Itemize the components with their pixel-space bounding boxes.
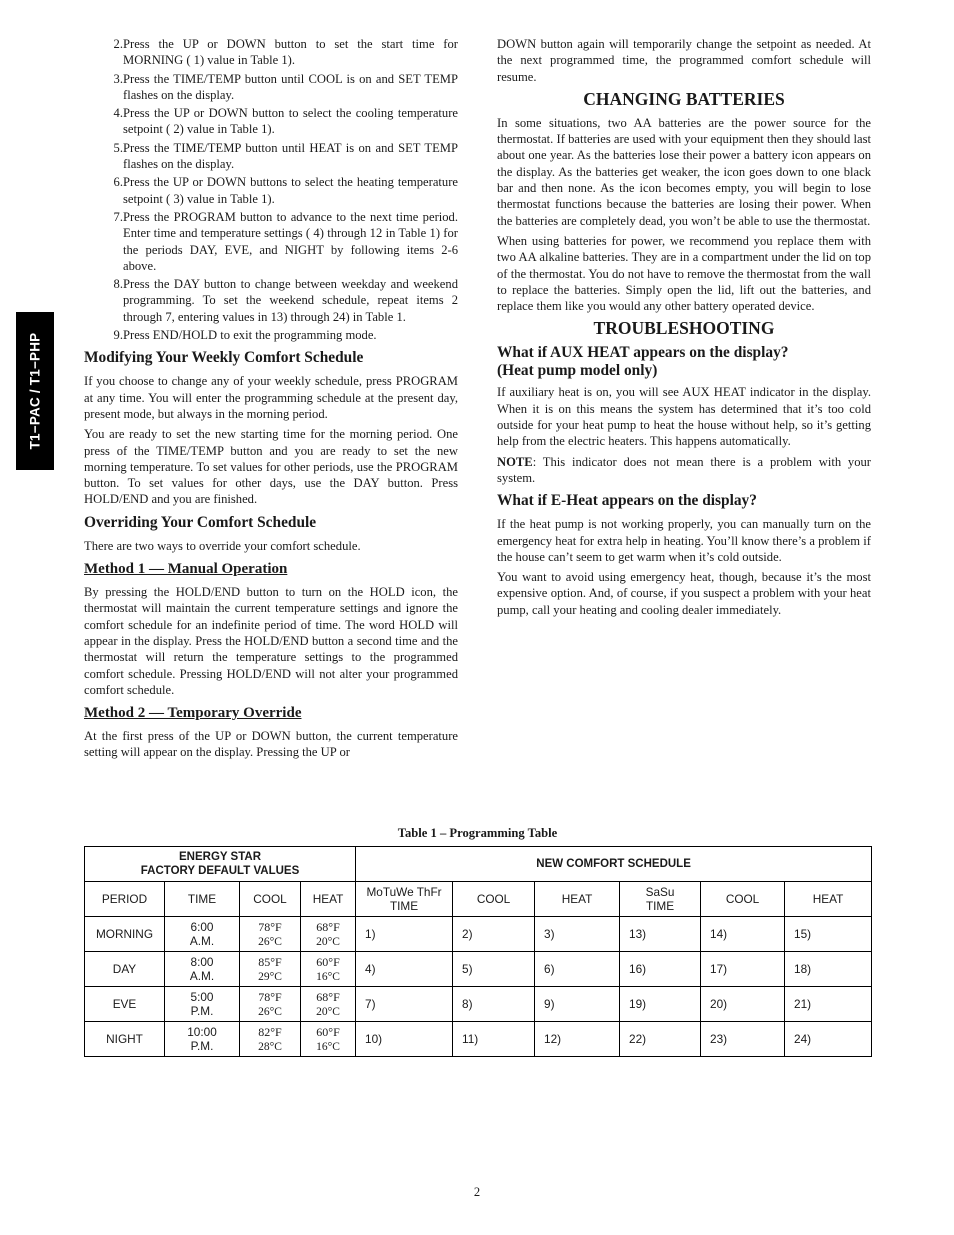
- time-ampm: A.M.: [189, 934, 215, 948]
- heat-celsius: 16°C: [316, 970, 340, 983]
- note-text: : This indicator does not mean there is a problem with your system.: [497, 454, 871, 485]
- cool-celsius: 28°C: [258, 1040, 282, 1053]
- method-1-heading: Method 1 — Manual Operation: [84, 561, 288, 578]
- list-item: [84, 140, 458, 173]
- entry-cell: 19): [620, 987, 701, 1022]
- time-value: 8:00: [190, 955, 214, 969]
- entry-cell: 18): [785, 952, 872, 987]
- list-item: [84, 105, 458, 138]
- col-weekday-time-line-2: TIME: [389, 899, 419, 913]
- list-item: [84, 174, 458, 207]
- col-weekend-time: [620, 882, 701, 917]
- time-ampm: A.M.: [189, 969, 215, 983]
- entry-cell: 13): [620, 917, 701, 952]
- time-ampm: P.M.: [190, 1004, 214, 1018]
- method-2-continued-paragraph: DOWN button again will temporarily change the setpoint as needed. At the next programmed time, the programmed comfort schedule will resume.: [497, 37, 871, 84]
- col-weekday-time-line-1: MoTuWe ThFr: [366, 885, 442, 899]
- heat-celsius: 16°C: [316, 1040, 340, 1053]
- page-number: 2: [473, 1185, 481, 1199]
- cool-celsius: 26°C: [258, 1005, 282, 1018]
- cool-cell: [240, 1022, 301, 1057]
- heat-fahrenheit: 68°F: [316, 989, 340, 1004]
- step-text: Press the DAY button to change between weekday and weekend programming. To set the weekend schedule, repeat items 2 through 7, entering values in 13) through 24) in Table 1.: [123, 277, 458, 324]
- entry-cell: 12): [535, 1022, 620, 1057]
- table-column-header-row: [85, 882, 872, 917]
- heat-cell: [301, 987, 356, 1022]
- entry-cell: 3): [535, 917, 620, 952]
- heat-fahrenheit: 68°F: [316, 919, 340, 934]
- e-heat-heading: What if E-Heat appears on the display?: [497, 492, 757, 510]
- step-number: 8.: [113, 277, 123, 292]
- table-row: [85, 952, 872, 987]
- entry-cell: 6): [535, 952, 620, 987]
- step-number: 4.: [113, 106, 123, 121]
- col-time: TIME: [165, 882, 240, 917]
- entry-cell: 1): [356, 917, 453, 952]
- batteries-paragraph-1: In some situations, two AA batteries are the power source for the thermostat. If batteries are used with your equipment then they should last about one year. As the batteries lose their power a battery icon appears on the display. As the batteries get weaker, the icon goes down to one black bar and then none. As the icon becomes empty, you will begin to lose thermostat functions because the batteries are losing their power. When the batteries are completely dead, you won’t be able to use the thermostat.: [497, 115, 871, 228]
- step-number: 7.: [113, 209, 123, 224]
- time-cell: [165, 987, 240, 1022]
- list-item: [84, 276, 458, 325]
- side-tab: [16, 312, 54, 470]
- programming-steps-list: [84, 36, 458, 343]
- table-row: [85, 987, 872, 1022]
- time-value: 5:00: [190, 990, 214, 1004]
- override-schedule-heading: Overriding Your Comfort Schedule: [84, 513, 317, 531]
- aux-heat-heading-line-1: What if AUX HEAT appears on the display?: [497, 344, 789, 362]
- method-2-heading: Method 2 — Temporary Override: [84, 705, 302, 722]
- heat-cell: [301, 1022, 356, 1057]
- e-heat-paragraph-2: You want to avoid using emergency heat, though, because it’s the most expensive option. And, of course, if you suspect a problem with your heat pump, call your heating and cooling dealer immediately.: [497, 570, 871, 617]
- aux-heat-paragraph: If auxiliary heat is on, you will see AUX HEAT indicator in the display. When it is on this means the system has determined that it’s too cold outside for your heat pump to heat the house without help, so it’s getting help from the electric heaters. This happens automatically.: [497, 385, 871, 449]
- note-label: NOTE: [497, 454, 533, 469]
- col-heat: HEAT: [301, 882, 356, 917]
- step-text: Press the TIME/TEMP button until COOL is on and SET TEMP flashes on the display.: [123, 71, 458, 102]
- step-number: 3.: [113, 71, 123, 86]
- list-item: [84, 71, 458, 104]
- time-cell: [165, 917, 240, 952]
- period-cell: MORNING: [85, 917, 165, 952]
- heat-celsius: 20°C: [316, 935, 340, 948]
- left-column: [84, 36, 458, 765]
- override-paragraph: There are two ways to override your comfort schedule.: [84, 538, 361, 553]
- list-item: [84, 327, 458, 343]
- time-value: 10:00: [187, 1025, 217, 1039]
- modify-paragraph-1: If you choose to change any of your weekly schedule, press PROGRAM at any time. You will enter the programming schedule at the present day, present mode, but always in the morning period.: [84, 374, 458, 421]
- aux-heat-heading: [497, 344, 871, 380]
- heat-celsius: 20°C: [316, 1005, 340, 1018]
- table-row: [85, 917, 872, 952]
- step-number: 6.: [113, 175, 123, 190]
- heat-cell: [301, 952, 356, 987]
- period-cell: NIGHT: [85, 1022, 165, 1057]
- heat-fahrenheit: 60°F: [316, 1024, 340, 1039]
- step-text: Press the UP or DOWN button to select the cooling temperature setpoint ( 2) value in Table 1).: [123, 106, 458, 137]
- side-tab-label: T1−PAC / T1−PHP: [27, 332, 43, 450]
- step-text: Press the UP or DOWN button to set the start time for MORNING ( 1) value in Table 1).: [123, 37, 458, 68]
- list-item: [84, 36, 458, 69]
- entry-cell: 15): [785, 917, 872, 952]
- cool-celsius: 26°C: [258, 935, 282, 948]
- heat-fahrenheit: 60°F: [316, 954, 340, 969]
- cool-celsius: 29°C: [258, 970, 282, 983]
- entry-cell: 11): [453, 1022, 535, 1057]
- entry-cell: 21): [785, 987, 872, 1022]
- modify-schedule-heading: Modifying Your Weekly Comfort Schedule: [84, 349, 364, 367]
- cool-cell: [240, 952, 301, 987]
- entry-cell: 8): [453, 987, 535, 1022]
- entry-cell: 16): [620, 952, 701, 987]
- time-cell: [165, 952, 240, 987]
- col-weekend-heat: HEAT: [785, 882, 872, 917]
- cool-fahrenheit: 78°F: [258, 919, 282, 934]
- table-caption: Table 1 – Programming Table: [397, 826, 558, 840]
- aux-heat-heading-line-2: (Heat pump model only): [497, 362, 658, 380]
- entry-cell: 7): [356, 987, 453, 1022]
- step-number: 2.: [113, 37, 123, 51]
- time-ampm: P.M.: [190, 1039, 214, 1053]
- entry-cell: 23): [701, 1022, 785, 1057]
- entry-cell: 22): [620, 1022, 701, 1057]
- period-cell: DAY: [85, 952, 165, 987]
- method-2-paragraph: At the first press of the UP or DOWN button, the current temperature setting will appear on the display. Pressing the UP or: [84, 729, 458, 760]
- entry-cell: 17): [701, 952, 785, 987]
- step-text: Press the UP or DOWN buttons to select the heating temperature setpoint ( 3) value in Table 1).: [123, 175, 458, 206]
- col-cool: COOL: [240, 882, 301, 917]
- list-item: [84, 209, 458, 274]
- factory-defaults-header-line-2: FACTORY DEFAULT VALUES: [140, 865, 300, 877]
- cool-cell: [240, 917, 301, 952]
- factory-defaults-header-line-1: ENERGY STAR: [179, 851, 262, 863]
- entry-cell: 4): [356, 952, 453, 987]
- time-value: 6:00: [190, 920, 214, 934]
- entry-cell: 10): [356, 1022, 453, 1057]
- step-number: 9.: [113, 328, 123, 343]
- step-text: Press END/HOLD to exit the programming mode.: [123, 328, 377, 343]
- entry-cell: 14): [701, 917, 785, 952]
- cool-fahrenheit: 82°F: [258, 1024, 282, 1039]
- entry-cell: 2): [453, 917, 535, 952]
- entry-cell: 24): [785, 1022, 872, 1057]
- e-heat-paragraph-1: If the heat pump is not working properly, you can manually turn on the emergency heat for extra help in heating. You’ll know there’s a problem if the house can’t seem to get warm when it’s cold outside.: [497, 517, 871, 564]
- col-weekday-cool: COOL: [453, 882, 535, 917]
- cool-cell: [240, 987, 301, 1022]
- entry-cell: 9): [535, 987, 620, 1022]
- table-row: [85, 1022, 872, 1057]
- table-group-header-row: [85, 847, 872, 882]
- method-1-paragraph: By pressing the HOLD/END button to turn on the HOLD icon, the thermostat will maintain the current temperature settings and ignore the comfort schedule for an indefinite period of time. The word HOLD will appear in the display. Press the HOLD/END button a second time and the thermostat will return the temperature settings to the programmed comfort schedule. Pressing HOLD/END will not alter your programmed comfort schedule.: [84, 585, 458, 697]
- right-column: [497, 36, 871, 622]
- modify-paragraph-2: You are ready to set the new starting time for the morning period. One press of the TIME/TEMP button and you are ready to set the new morning temperature. To set values for other periods, use the PROGRAM button. To set values for other days, use the DAY button. Press HOLD/END and you are finished.: [84, 427, 458, 507]
- changing-batteries-heading: CHANGING BATTERIES: [583, 88, 785, 109]
- col-weekend-time-line-2: TIME: [645, 899, 675, 913]
- note-paragraph: [497, 454, 871, 487]
- step-text: Press the PROGRAM button to advance to the next time period. Enter time and temperature settings ( 4) through 12 in Table 1) for the periods DAY, EVE, and NIGHT by following items 2-6 above.: [123, 209, 458, 273]
- col-weekend-time-line-1: SaSu: [645, 885, 675, 899]
- col-weekend-cool: COOL: [701, 882, 785, 917]
- step-text: Press the TIME/TEMP button until HEAT is on and SET TEMP flashes on the display.: [123, 140, 458, 172]
- troubleshooting-heading: TROUBLESHOOTING: [593, 318, 775, 339]
- heat-cell: [301, 917, 356, 952]
- col-weekday-heat: HEAT: [535, 882, 620, 917]
- entry-cell: 20): [701, 987, 785, 1022]
- cool-fahrenheit: 85°F: [258, 954, 282, 969]
- time-cell: [165, 1022, 240, 1057]
- programming-table: [84, 846, 872, 1057]
- new-schedule-header: NEW COMFORT SCHEDULE: [356, 847, 872, 882]
- col-period: PERIOD: [85, 882, 165, 917]
- step-number: 5.: [113, 140, 123, 155]
- batteries-paragraph-2: When using batteries for power, we recommend you replace them with two AA alkaline batteries. They are in a compartment under the lid on top of the thermostat. You do not have to remove the thermostat from the wall to replace the batteries. Simply open the lid, lift out the batteries, and replace them like you would any other battery operated device.: [497, 233, 871, 314]
- entry-cell: 5): [453, 952, 535, 987]
- period-cell: EVE: [85, 987, 165, 1022]
- col-weekday-time: [356, 882, 453, 917]
- cool-fahrenheit: 78°F: [258, 989, 282, 1004]
- factory-defaults-header: [85, 847, 356, 882]
